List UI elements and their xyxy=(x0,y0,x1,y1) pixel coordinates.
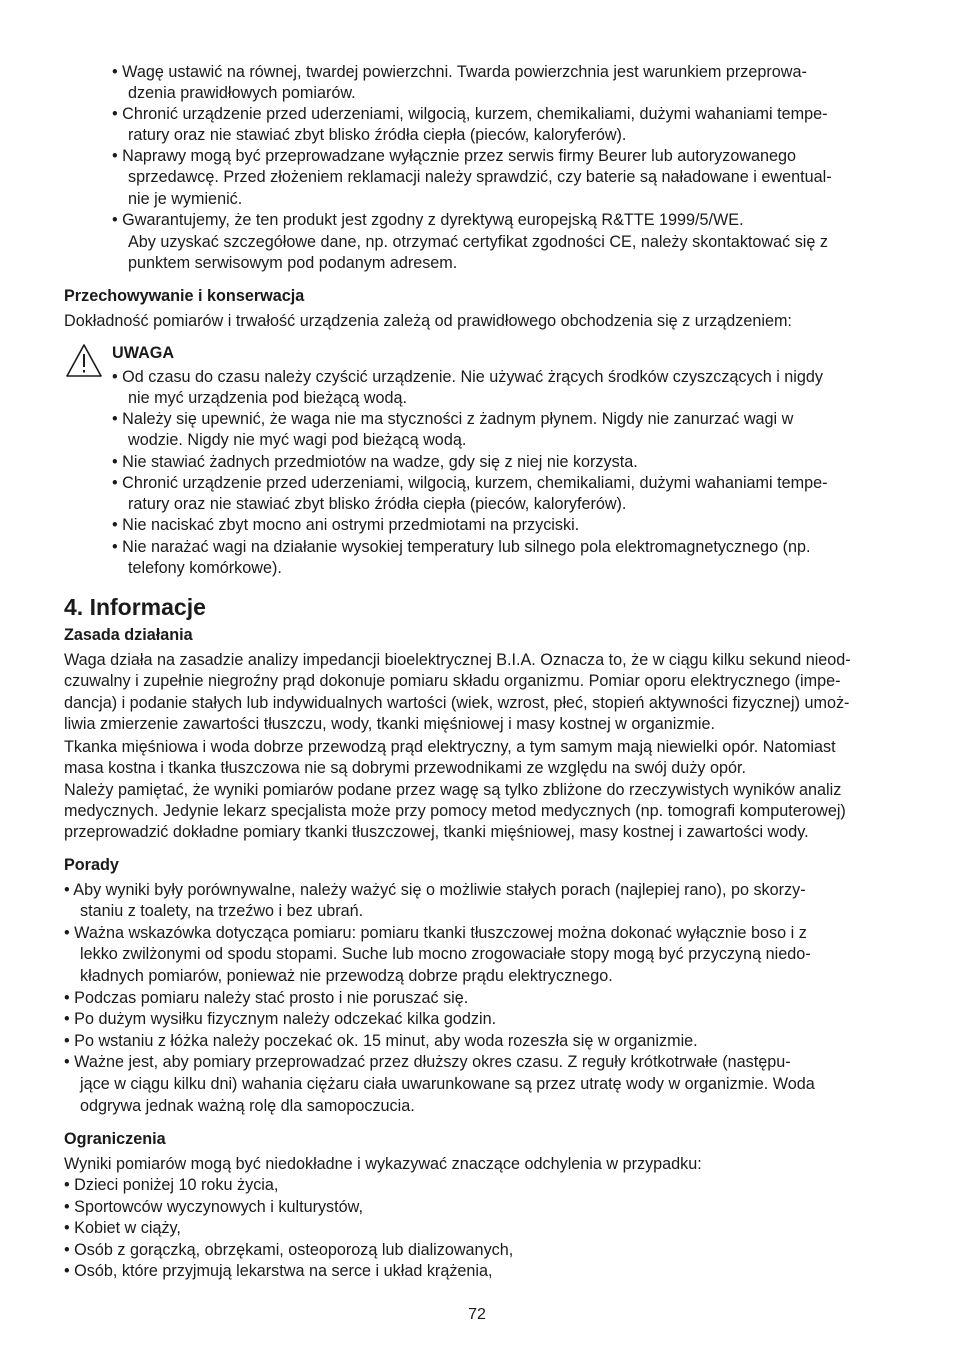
text-line: kładnych pomiarów, ponieważ nie przewodzą dobrze prądu elektrycznego. xyxy=(80,967,613,985)
subheading: Zasada działania xyxy=(64,626,193,644)
text-line: Waga działa na zasadzie analizy impedancji bioelektrycznej B.I.A. Oznacza to, że w ciągu kilku sekund nieod- xyxy=(64,651,851,669)
text-line: • Po dużym wysiłku fizycznym należy odczekać kilka godzin. xyxy=(64,1010,497,1028)
subheading: Przechowywanie i konserwacja xyxy=(64,287,305,305)
text-line: dzenia prawidłowych pomiarów. xyxy=(128,84,356,102)
text-line: • Chronić urządzenie przed uderzeniami, wilgocią, kurzem, chemikaliami, dużymi wahaniami tempe- xyxy=(112,474,828,492)
text-line: • Wagę ustawić na równej, twardej powierzchni. Twarda powierzchnia jest warunkiem przeprowa- xyxy=(112,63,807,81)
page-number: 72 xyxy=(468,1306,486,1323)
text-line: przeprowadzić dokładne pomiary tkanki tłuszczowej, tkanki mięśniowej, masy kostnej i zawartości wody. xyxy=(64,823,809,841)
text-line: • Nie stawiać żadnych przedmiotów na wadze, gdy się z niej nie korzysta. xyxy=(112,453,638,471)
text-line: • Należy się upewnić, że waga nie ma styczności z żadnym płynem. Nigdy nie zanurzać wagi w xyxy=(112,410,794,428)
text-line: ratury oraz nie stawiać zbyt blisko źródła ciepła (pieców, kaloryferów). xyxy=(128,126,627,144)
text-line: nie myć urządzenia pod bieżącą wodą. xyxy=(128,389,407,407)
text-line: • Po wstaniu z łóżka należy poczekać ok. 15 minut, aby woda rozeszła się w organizmie. xyxy=(64,1032,698,1050)
text-line: • Ważne jest, aby pomiary przeprowadzać przez dłuższy okres czasu. Z reguły krótkotrwałe (następu- xyxy=(64,1053,791,1071)
text-line: • Osób z gorączką, obrzękami, osteoporozą lub dializowanych, xyxy=(64,1241,514,1259)
text-line: sprzedawcę. Przed złożeniem reklamacji należy sprawdzić, czy baterie są naładowane i ewentual- xyxy=(128,168,832,186)
text-line: telefony komórkowe). xyxy=(128,559,282,577)
text-line: liwia zmierzenie zawartości tłuszczu, wody, tkanki mięśniowej i masy kostnej w organizmie. xyxy=(64,715,716,733)
text-line: • Naprawy mogą być przeprowadzane wyłącznie przez serwis firmy Beurer lub autoryzowanego xyxy=(112,147,797,165)
text-line: staniu z toalety, na trzeźwo i bez ubrań. xyxy=(80,902,364,920)
text-line: • Od czasu do czasu należy czyścić urządzenie. Nie używać żrących środków czyszczących i nigdy xyxy=(112,368,823,386)
text-line: punktem serwisowym pod podanym adresem. xyxy=(128,254,458,272)
text-line: medycznych. Jedynie lekarz specjalista może przy pomocy metod medycznych (np. tomografi komputerowej) xyxy=(64,802,846,820)
text-line: lekko zwilżonymi od spodu stopami. Suche lub mocno zrogowaciałe stopy mogą być przyczyną niedo- xyxy=(80,945,811,963)
text-line: wodzie. Nigdy nie myć wagi pod bieżącą wodą. xyxy=(128,431,467,449)
text-line: • Nie narażać wagi na działanie wysokiej temperatury lub silnego pola elektromagnetycznego (np. xyxy=(112,538,811,556)
text-line: jące w ciągu kilku dni) wahania ciężaru ciała uwarunkowane są przez utratę wody w organizmie. Woda xyxy=(80,1075,815,1093)
text-line: Aby uzyskać szczegółowe dane, np. otrzymać certyfikat zgodności CE, należy skontaktować się z xyxy=(128,233,828,251)
subheading: UWAGA xyxy=(112,344,175,362)
text-line: • Kobiet w ciąży, xyxy=(64,1219,181,1237)
text-line: ratury oraz nie stawiać zbyt blisko źródła ciepła (pieców, kaloryferów). xyxy=(128,495,627,513)
section-heading: 4. Informacje xyxy=(64,594,206,620)
text-line: • Dzieci poniżej 10 roku życia, xyxy=(64,1176,279,1194)
subheading: Porady xyxy=(64,856,119,874)
text-line: • Nie naciskać zbyt mocno ani ostrymi przedmiotami na przyciski. xyxy=(112,516,580,534)
text-line: • Chronić urządzenie przed uderzeniami, wilgocią, kurzem, chemikaliami, dużymi wahaniami tempe- xyxy=(112,105,828,123)
text-line: masa kostna i tkanka tłuszczowa nie są dobrymi przewodnikami ze względu na swój duży opór. xyxy=(64,759,747,777)
text-line: Należy pamiętać, że wyniki pomiarów podane przez wagę są tylko zbliżone do rzeczywistych wyników analiz xyxy=(64,781,842,799)
subheading: Ograniczenia xyxy=(64,1130,166,1148)
text-line: • Sportowców wyczynowych i kulturystów, xyxy=(64,1198,363,1216)
text-line: • Osób, które przyjmują lekarstwa na serce i układ krążenia, xyxy=(64,1262,493,1280)
text-line: odgrywa jednak ważną rolę dla samopoczucia. xyxy=(80,1097,415,1115)
text-line: • Podczas pomiaru należy stać prosto i nie poruszać się. xyxy=(64,989,469,1007)
text-line: nie je wymienić. xyxy=(128,190,243,208)
warning-triangle-icon xyxy=(65,343,103,379)
text-line: • Gwarantujemy, że ten produkt jest zgodny z dyrektywą europejską R&TTE 1999/5/WE. xyxy=(112,211,744,229)
text-line: czuwalny i zupełnie niegroźny prąd dokonuje pomiaru składu organizmu. Pomiar oporu elektrycznego (impe- xyxy=(64,672,841,690)
text-line: Tkanka mięśniowa i woda dobrze przewodzą prąd elektryczny, a tym samym mają niewielki opór. Natomiast xyxy=(64,738,836,756)
text-line: • Ważna wskazówka dotycząca pomiaru: pomiaru tkanki tłuszczowej można dokonać wyłącznie boso i z xyxy=(64,924,807,942)
text-line: Dokładność pomiarów i trwałość urządzenia zależą od prawidłowego obchodzenia się z urządzeniem: xyxy=(64,312,792,330)
text-line: dancja) i podanie stałych lub indywidualnych wartości (wiek, wzrost, płeć, stopień aktywności fizycznej) umoż- xyxy=(64,694,850,712)
text-line: Wyniki pomiarów mogą być niedokładne i wykazywać znaczące odchylenia w przypadku: xyxy=(64,1155,702,1173)
text-line: • Aby wyniki były porównywalne, należy ważyć się o możliwie stałych porach (najlepiej rano), po skorzy- xyxy=(64,881,806,899)
